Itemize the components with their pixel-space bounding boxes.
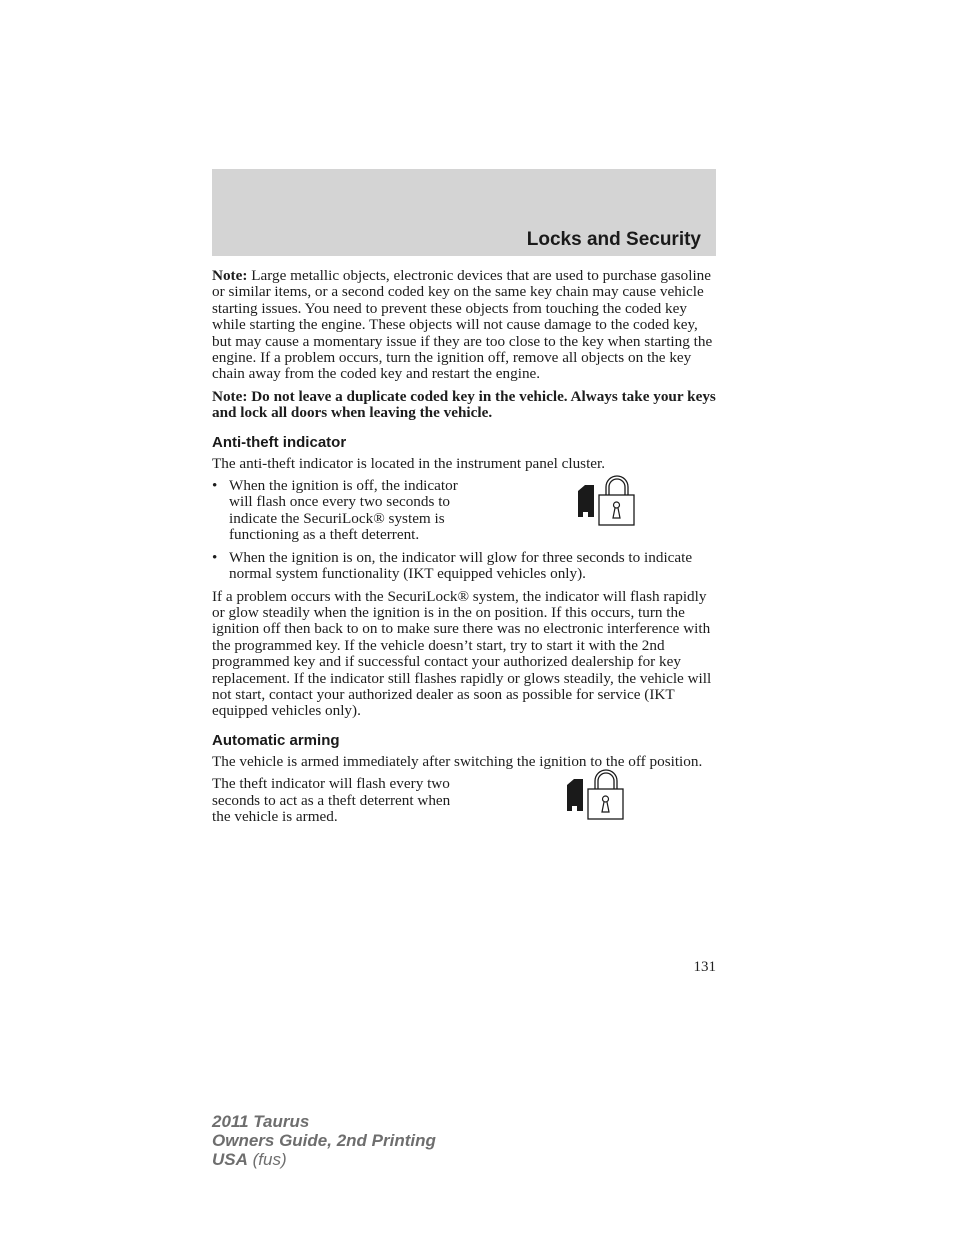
anti-theft-bullet-list xyxy=(212,478,716,582)
bullet-text-ignition-on: When the ignition is on, the indicator will glow for three seconds to indicate normal system functionality (IKT equipped vehicles only). xyxy=(229,548,693,583)
section-title: Locks and Security xyxy=(526,229,701,250)
footer-guide-title: Owners Guide, 2nd Printing xyxy=(212,1131,436,1150)
section-header-band xyxy=(212,169,716,256)
note-metallic-objects xyxy=(212,268,716,383)
note-text: Large metallic objects, electronic devices that are used to purchase gasoline or similar items, or a second coded key on the same key chain may cause vehicle starting issues. You need to prevent these objects from touching the coded key while starting the engine. These objects will not cause damage to the coded key, but may cause a momentary issue if they are too close to the key when starting the engine. If a problem occurs, turn the ignition off, remove all objects on the key chain away from the coded key and restart the engine. xyxy=(212,267,713,383)
list-item xyxy=(212,478,716,544)
document-footer xyxy=(212,1112,436,1169)
bullet-glyph: • xyxy=(212,548,218,566)
footer-region-code: (fus) xyxy=(247,1150,287,1169)
page-number: 131 xyxy=(693,959,716,975)
car-padlock-icon xyxy=(564,769,624,821)
footer-region-label: USA xyxy=(212,1150,248,1169)
list-item xyxy=(212,550,716,583)
footer-model: 2011 Taurus xyxy=(212,1112,310,1131)
securilock-problem-paragraph: If a problem occurs with the SecuriLock® system, the indicator will flash rapidly or glow steadily when the ignition is in the on position. If this occurs, turn the ignition off then back to on to make sure there was no electronic interference with the programmed key. If the vehicle doesn’t start, try to start it with the 2nd programmed key and if successful contact your authorized dealership for key replacement. If the indicator still flashes rapidly or glows steadily, the vehicle will not start, contact your authorized dealer as soon as possible for service (IKT equipped vehicles only). xyxy=(212,587,712,720)
theft-indicator-text: The theft indicator will flash every two seconds to act as a theft deterrent when the vehicle is armed. xyxy=(212,775,451,825)
note-duplicate-key: Note: Do not leave a duplicate coded key in the vehicle. Always take your keys and lock all doors when leaving the vehicle. xyxy=(212,387,716,422)
car-padlock-icon xyxy=(575,475,635,527)
note-label: Note: xyxy=(212,267,248,284)
heading-automatic-arming: Automatic arming xyxy=(212,731,340,749)
heading-anti-theft-indicator: Anti-theft indicator xyxy=(212,433,347,451)
footer-region xyxy=(212,1150,436,1169)
automatic-arming-paragraph: The vehicle is armed immediately after switching the ignition to the off position. xyxy=(212,752,703,770)
bullet-text-ignition-off: When the ignition is off, the indicator will flash once every two seconds to indicate the SecuriLock® system is functioning as a theft deterrent. xyxy=(229,477,458,544)
theft-indicator-row xyxy=(212,776,716,825)
bullet-glyph: • xyxy=(212,477,218,495)
page-content xyxy=(212,268,716,825)
anti-theft-intro: The anti-theft indicator is located in the instrument panel cluster. xyxy=(212,454,606,472)
